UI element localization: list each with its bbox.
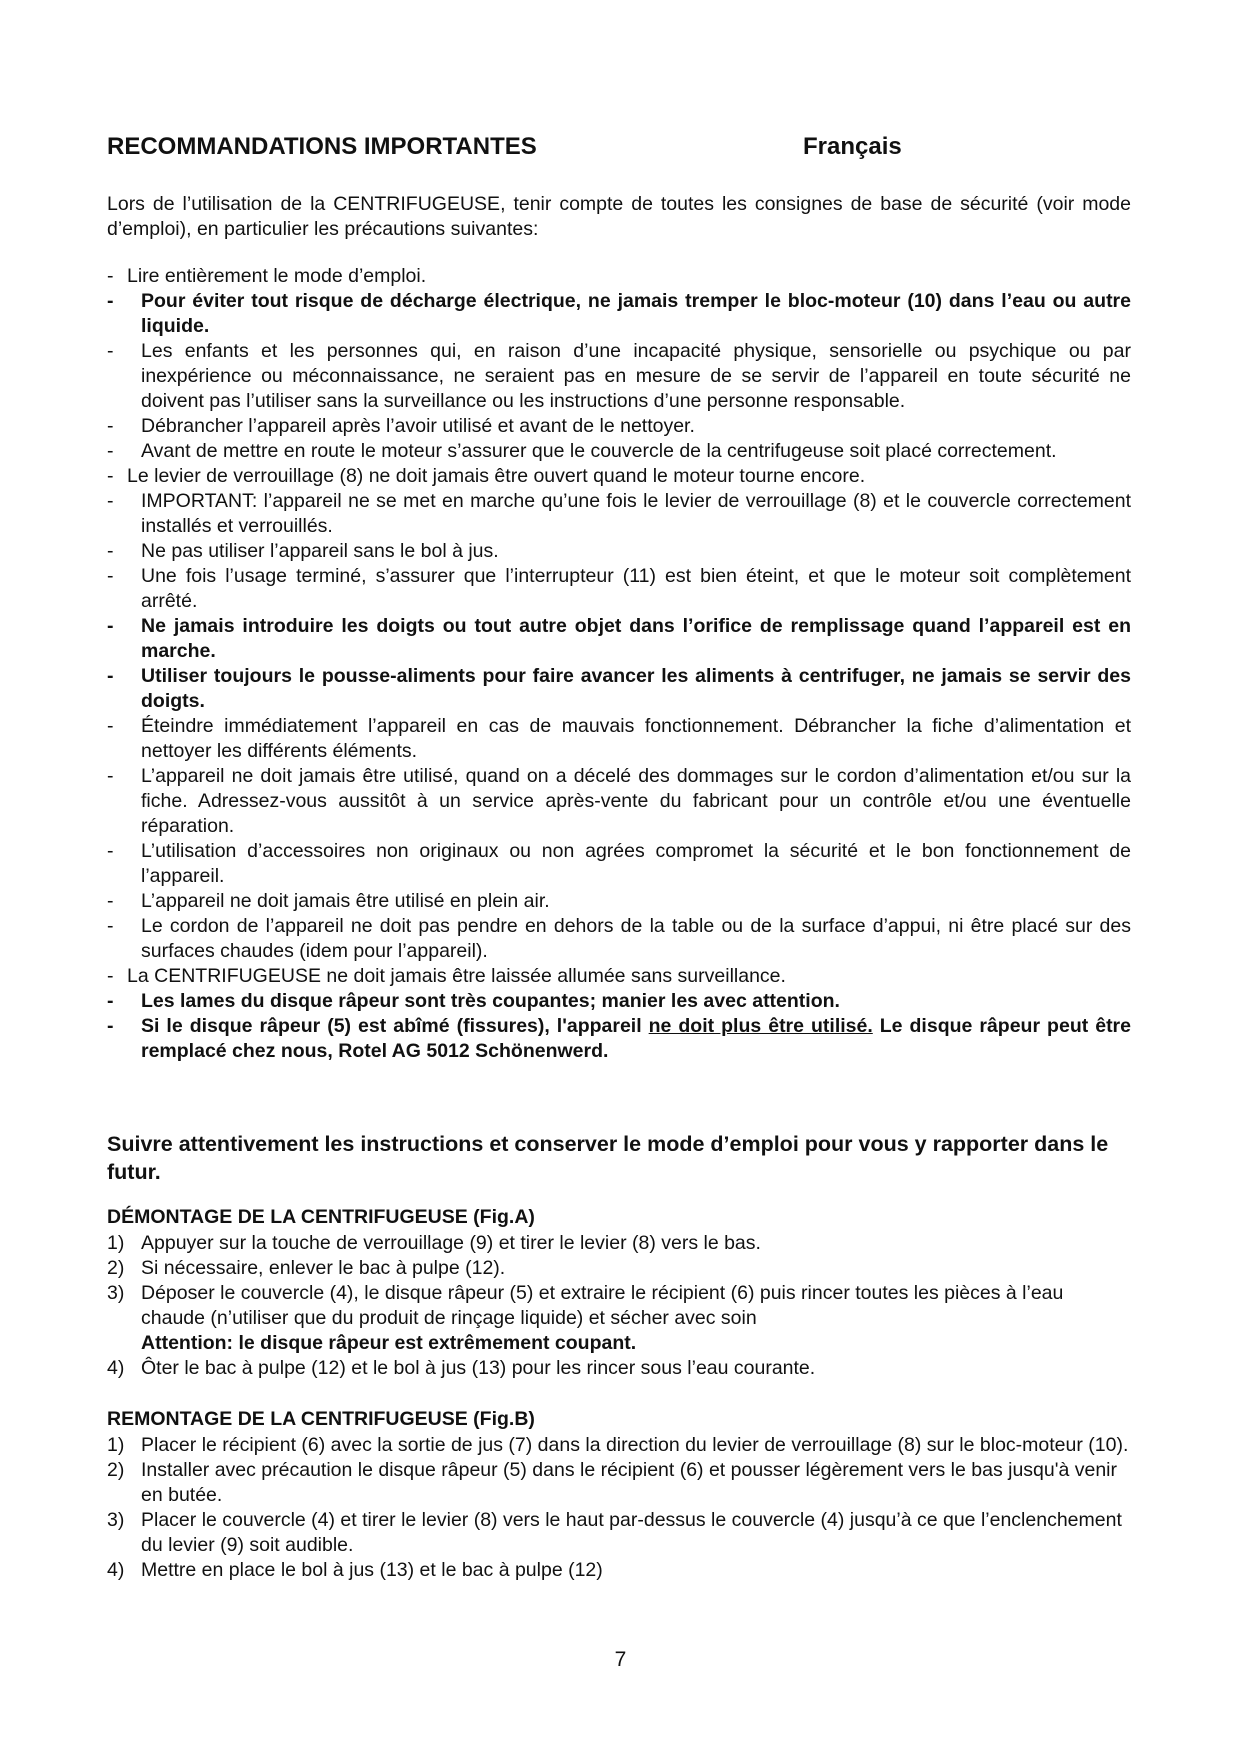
safety-list xyxy=(107,264,1131,1064)
list-item-text: Lire entièrement le mode d’emploi. xyxy=(127,265,427,287)
list-item-text: Débrancher l’appareil après l’avoir utilisé et avant de le nettoyer. xyxy=(141,415,695,437)
list-item: - IMPORTANT: l’appareil ne se met en marche qu’une fois le levier de verrouillage (8) et le couvercle correctement installés et verrouillés. xyxy=(107,490,1131,537)
list-item: - Si le disque râpeur (5) est abîmé (fissures), l'appareil ne doit plus être utilisé. Le disque râpeur peut être remplacé chez nous, Rotel AG 5012 Schönenwerd. xyxy=(107,1015,1131,1062)
list-item-text: Le disque râpeur peut être remplacé chez nous, Rotel AG 5012 Schönenwerd. xyxy=(141,1015,1131,1062)
list-item-text: Le cordon de l’appareil ne doit pas pendre en dehors de la table ou de la surface d’appui, ni être placé sur des surfaces chaudes (idem pour l’appareil). xyxy=(141,915,1131,962)
list-item-text: Avant de mettre en route le moteur s’assurer que le couvercle de la centrifugeuse soit placé correctement. xyxy=(141,440,1057,462)
list-item: - L’utilisation d’accessoires non originaux ou non agrées compromet la sécurité et le bon fonctionnement de l’appareil. xyxy=(107,840,1131,887)
list-item: - Ne pas utiliser l’appareil sans le bol à jus. xyxy=(107,540,499,562)
list-item-text: Le levier de verrouillage (8) ne doit jamais être ouvert quand le moteur tourne encore. xyxy=(127,465,866,487)
list-item-text: Ne jamais introduire les doigts ou tout autre objet dans l’orifice de remplissage quand l’appareil est en marche. xyxy=(141,615,1131,662)
list-item: - L’appareil ne doit jamais être utilisé en plein air. xyxy=(107,890,550,912)
list-item-text: Une fois l’usage terminé, s’assurer que l’interrupteur (11) est bien éteint, et que le moteur soit complètement arrêté. xyxy=(141,565,1131,612)
step-item: 1) Placer le récipient (6) avec la sortie de jus (7) dans la direction du levier de verrouillage (8) sur le bloc-moteur (10). xyxy=(107,1434,1129,1456)
list-item: - Utiliser toujours le pousse-aliments pour faire avancer les aliments à centrifuger, ne jamais se servir des doigts. xyxy=(107,665,1131,712)
list-item: - Avant de mettre en route le moteur s’assurer que le couvercle de la centrifugeuse soit placé correctement. xyxy=(107,440,1057,462)
page-title: RECOMMANDATIONS IMPORTANTES xyxy=(107,133,537,160)
underlined-warning: ne doit plus être utilisé. xyxy=(648,1015,873,1037)
step-item: 3) Placer le couvercle (4) et tirer le levier (8) vers le haut par-dessus le couvercle (4) jusqu’à ce que l’enclenchement du levier (9) soit audible. xyxy=(107,1509,1122,1556)
list-item: - Le levier de verrouillage (8) ne doit jamais être ouvert quand le moteur tourne encore. xyxy=(107,465,866,487)
list-item: - Débrancher l’appareil après l’avoir utilisé et avant de le nettoyer. xyxy=(107,415,695,437)
heading-row xyxy=(107,133,1131,169)
list-item-text: Ne pas utiliser l’appareil sans le bol à jus. xyxy=(141,540,499,562)
step-item: 4) Mettre en place le bol à jus (13) et le bac à pulpe (12) xyxy=(107,1559,603,1581)
step-item: 2) Si nécessaire, enlever le bac à pulpe (12). xyxy=(107,1257,506,1279)
list-item: - Les enfants et les personnes qui, en raison d’une incapacité physique, sensorielle ou psychique ou par inexpérience ou méconnaissance, ne seraient pas en mesure de se servir de l’appareil en toute sécurité ne doivent pas l’utiliser sans la surveillance ou les instructions d’une personne responsable. xyxy=(107,340,1131,412)
list-item: - La CENTRIFUGEUSE ne doit jamais être laissée allumée sans surveillance. xyxy=(107,965,786,987)
list-item-text: La CENTRIFUGEUSE ne doit jamais être laissée allumée sans surveillance. xyxy=(127,965,786,987)
list-item-text: IMPORTANT: l’appareil ne se met en marche qu’une fois le levier de verrouillage (8) et le couvercle correctement installés et verrouillés. xyxy=(141,490,1131,537)
list-item-text: Éteindre immédiatement l’appareil en cas de mauvais fonctionnement. Débrancher la fiche d’alimentation et nettoyer les différents éléments. xyxy=(141,715,1131,762)
list-item: - Pour éviter tout risque de décharge électrique, ne jamais tremper le bloc-moteur (10) dans l’eau ou autre liquide. xyxy=(107,290,1131,337)
reassembly-heading: REMONTAGE DE LA CENTRIFUGEUSE (Fig.B) xyxy=(107,1408,535,1430)
list-item: - Éteindre immédiatement l’appareil en cas de mauvais fonctionnement. Débrancher la fiche d’alimentation et nettoyer les différents éléments. xyxy=(107,715,1131,762)
step-item: 2) Installer avec précaution le disque râpeur (5) dans le récipient (6) et pousser légèrement vers le bas jusqu'à venir en butée. xyxy=(107,1459,1117,1506)
dismantling-steps xyxy=(107,1231,1131,1381)
list-item: - Les lames du disque râpeur sont très coupantes; manier les avec attention. xyxy=(107,990,840,1012)
list-item: - Lire entièrement le mode d’emploi. xyxy=(107,265,427,287)
dismantling-heading: DÉMONTAGE DE LA CENTRIFUGEUSE (Fig.A) xyxy=(107,1206,535,1228)
list-item-text: L’appareil ne doit jamais être utilisé, quand on a décelé des dommages sur le cordon d’alimentation et/ou sur la fiche. Adressez-vous aussitôt à un service après-vente du fabricant pour un contrôle et/ou une éventuelle réparation. xyxy=(141,765,1131,837)
list-item-text: Les lames du disque râpeur sont très coupantes; manier les avec attention. xyxy=(141,990,840,1012)
step-item: 4) Ôter le bac à pulpe (12) et le bol à jus (13) pour les rincer sous l’eau courante. xyxy=(107,1357,816,1379)
step-item: 3) Déposer le couvercle (4), le disque râpeur (5) et extraire le récipient (6) puis rincer toutes les pièces à l’eau chaude (n’utiliser que du produit de rinçage liquide) et sécher avec soin Attention: le disque râpeur est extrêmement coupant. xyxy=(107,1281,1131,1356)
page-number: 7 xyxy=(614,1648,627,1671)
step-item: 1) Appuyer sur la touche de verrouillage (9) et tirer le levier (8) vers le bas. xyxy=(107,1232,761,1254)
list-item-text: Si le disque râpeur (5) est abîmé (fissures), l'appareil xyxy=(141,1015,649,1037)
closing-note: Suivre attentivement les instructions et conserver le mode d’emploi pour vous y rapporter dans le futur. xyxy=(107,1132,1109,1184)
list-item-text: L’appareil ne doit jamais être utilisé en plein air. xyxy=(141,890,550,912)
list-item-text: Pour éviter tout risque de décharge électrique, ne jamais tremper le bloc-moteur (10) dans l’eau ou autre liquide. xyxy=(141,290,1131,337)
list-item-text: Les enfants et les personnes qui, en raison d’une incapacité physique, sensorielle ou psychique ou par inexpérience ou méconnaissance, ne seraient pas en mesure de se servir de l’appareil en toute sécurité ne doivent pas l’utiliser sans la surveillance ou les instructions d’une personne responsable. xyxy=(141,340,1131,412)
blade-warning: Attention: le disque râpeur est extrêmement coupant. xyxy=(141,1332,637,1354)
list-item: - Une fois l’usage terminé, s’assurer que l’interrupteur (11) est bien éteint, et que le moteur soit complètement arrêté. xyxy=(107,565,1131,612)
list-item: - Ne jamais introduire les doigts ou tout autre objet dans l’orifice de remplissage quand l’appareil est en marche. xyxy=(107,615,1131,662)
list-item: - Le cordon de l’appareil ne doit pas pendre en dehors de la table ou de la surface d’appui, ni être placé sur des surfaces chaudes (idem pour l’appareil). xyxy=(107,915,1131,962)
language-label: Français xyxy=(803,133,902,160)
list-item-text: Utiliser toujours le pousse-aliments pour faire avancer les aliments à centrifuger, ne jamais se servir des doigts. xyxy=(141,665,1131,712)
list-item-text: L’utilisation d’accessoires non originaux ou non agrées compromet la sécurité et le bon fonctionnement de l’appareil. xyxy=(141,840,1131,887)
reassembly-steps xyxy=(107,1433,1131,1583)
intro-paragraph: Lors de l’utilisation de la CENTRIFUGEUSE, tenir compte de toutes les consignes de base de sécurité (voir mode d’emploi), en particulier les précautions suivantes: xyxy=(107,193,1131,240)
list-item: - L’appareil ne doit jamais être utilisé, quand on a décelé des dommages sur le cordon d’alimentation et/ou sur la fiche. Adressez-vous aussitôt à un service après-vente du fabricant pour un contrôle et/ou une éventuelle réparation. xyxy=(107,765,1131,837)
